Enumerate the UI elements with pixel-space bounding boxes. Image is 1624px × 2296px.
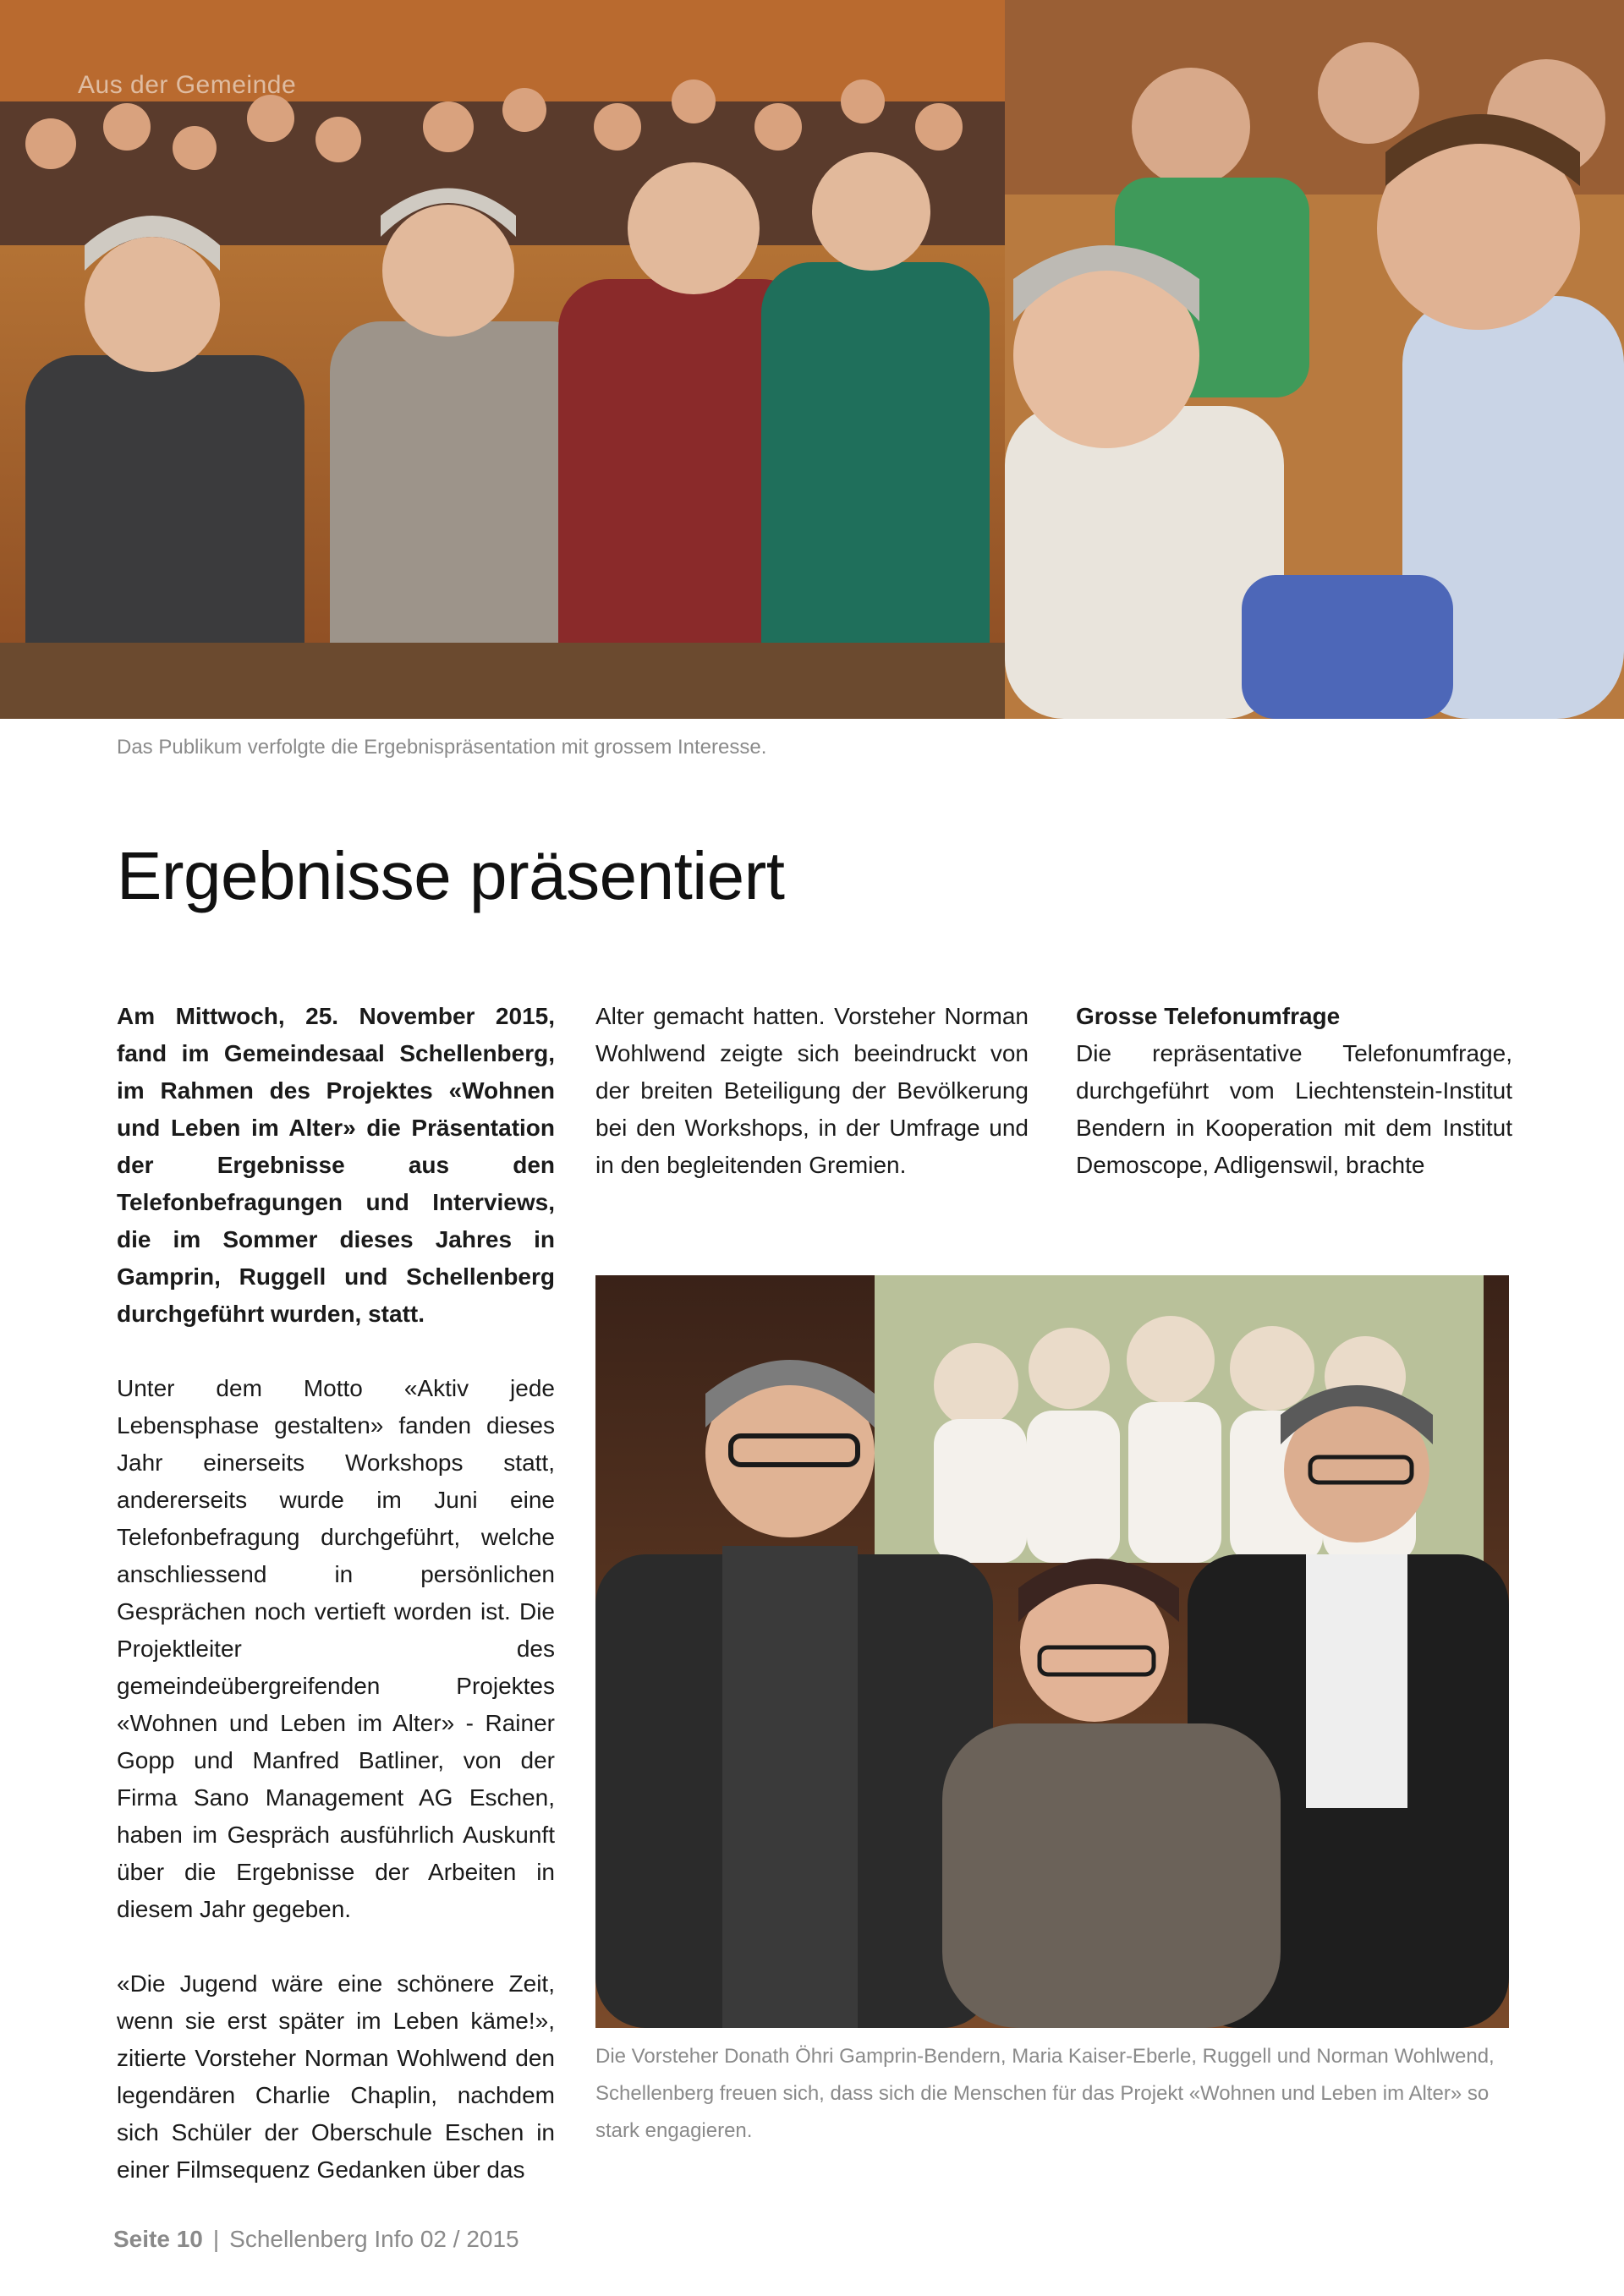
page-footer (113, 2226, 519, 2253)
audience-photo-left (0, 0, 1005, 719)
article-column-3 (1076, 998, 1512, 1184)
audience-photo-right (1005, 0, 1624, 719)
body-paragraph: Die repräsentative Telefonumfrage, durchgeführt vom Liechtenstein-Institut Bendern in Kooperation mit dem Institut Demoscope, Adligenswil, brachte (1076, 1040, 1512, 1178)
lead-paragraph: Am Mittwoch, 25. November 2015, fand im Gemeindesaal Schellenberg, im Rahmen des Projektes «Wohnen und Leben im Alter» die Präsentation der Ergebnisse aus den Telefonbefragungen und Interviews, die im Sommer dieses Jahres in Gamprin, Ruggell und Schellenberg durchgeführt wurden, statt. (117, 1003, 555, 1327)
page-title: Ergebnisse präsentiert (117, 838, 785, 913)
body-paragraph: «Die Jugend wäre eine schönere Zeit, wenn sie erst später im Leben käme!», zitierte Vorsteher Norman Wohlwend den legendären Charlie Chaplin, nachdem sich Schüler der Oberschule Eschen in einer Filmsequenz Gedanken über das (117, 1970, 555, 2183)
group-photo (595, 1275, 1509, 2028)
article-column-1 (117, 998, 555, 2189)
publication-name: Schellenberg Info 02 / 2015 (229, 2226, 519, 2252)
section-label: Aus der Gemeinde (78, 71, 297, 99)
section-subheading: Grosse Telefonumfrage (1076, 1003, 1341, 1029)
page-number: Seite 10 (113, 2226, 203, 2252)
footer-separator: | (212, 2226, 220, 2252)
body-paragraph: Alter gemacht hatten. Vorsteher Norman Wohlwend zeigte sich beeindruckt von der breiten Beteiligung der Bevölkerung bei den Workshops, in der Umfrage und in den begleitenden Gremien. (595, 1003, 1029, 1178)
article-column-2 (595, 998, 1029, 1184)
body-paragraph: Unter dem Motto «Aktiv jede Lebensphase gestalten» fanden dieses Jahr einerseits Workshops statt, andererseits wurde im Juni eine Telefonbefragung durchgeführt, welche anschliessend in persönlichen Gesprächen noch vertieft worden ist. Die Projektleiter des gemeindeübergreifenden Projektes «Wohnen und Leben im Alter» - Rainer Gopp und Manfred Batliner, von der Firma Sano Management AG Eschen, haben im Gespräch ausführlich Auskunft über die Ergebnisse der Arbeiten in diesem Jahr gegeben. (117, 1375, 555, 1922)
group-photo-caption: Die Vorsteher Donath Öhri Gamprin-Bendern, Maria Kaiser-Eberle, Ruggell und Norman Wohlwend, Schellenberg freuen sich, dass sich die Menschen für das Projekt «Wohnen und Leben im Alter» so stark engagieren. (595, 2045, 1495, 2142)
top-photo-caption: Das Publikum verfolgte die Ergebnispräsentation mit grossem Interesse. (117, 736, 767, 759)
